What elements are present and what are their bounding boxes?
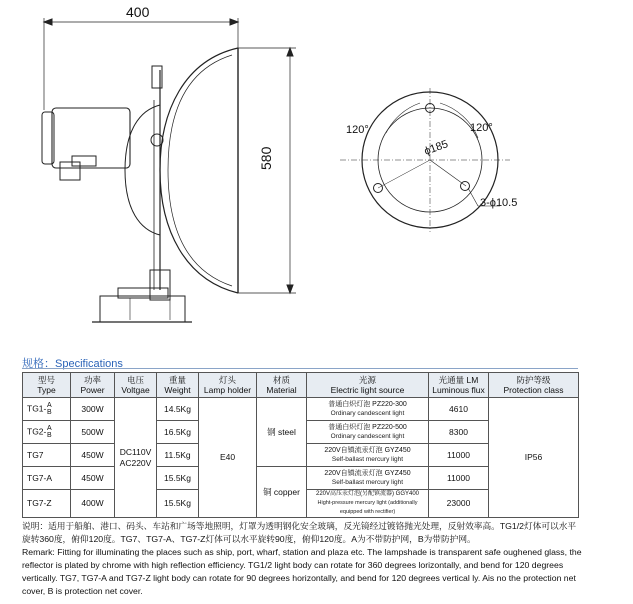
rear-housing xyxy=(52,108,130,168)
cell-weight: 15.5Kg xyxy=(157,467,199,490)
cell-flux: 23000 xyxy=(429,490,489,518)
specifications-rule xyxy=(22,368,578,369)
cell-light-source: 普通白炽灯泡 PZ220-500 Ordinary candescent light xyxy=(307,421,429,444)
header-type: 型号 Type xyxy=(23,373,71,398)
table-header-row xyxy=(23,373,579,398)
radius-line-left xyxy=(378,160,430,188)
remarks-chinese: 说明：适用于船舶、港口、码头、车站和广场等地照明，灯罩为透明钢化安全玻璃，反光镜经过镀铬抛光处理，反射效率高。TG1/2灯体可以水平旋转360度，俯仰120度。TG7、TG7-A、TG7-Z灯体可以水平旋转90度，俯仰120度。A为不带防护网，B为带防护网。 xyxy=(22,521,577,544)
header-material: 材质 Material xyxy=(257,373,307,398)
cell-lamp-holder: E40 xyxy=(199,398,257,518)
gland-nut xyxy=(72,156,96,166)
cell-power: 450W xyxy=(71,444,115,467)
angle-left-label: 120° xyxy=(346,124,369,136)
cable-gland xyxy=(60,162,80,180)
specifications-title: 规格：Specifications xyxy=(22,358,123,370)
cell-light-source: 普通白炽灯泡 PZ220-300 Ordinary candescent light xyxy=(307,398,429,421)
cell-material-steel: 钢 steel xyxy=(257,398,307,467)
cell-weight: 11.5Kg xyxy=(157,444,199,467)
table-row xyxy=(23,398,579,421)
dimension-width-label: 400 xyxy=(126,4,150,20)
cell-flux: 8300 xyxy=(429,421,489,444)
header-protection: 防护等级 Protection class xyxy=(489,373,579,398)
cell-light-source: 220V自镇流汞灯泡 GYZ450 Self-ballast mercury light xyxy=(307,467,429,490)
header-voltage: 电压 Voltgae xyxy=(115,373,157,398)
header-weight: 重量 Weight xyxy=(157,373,199,398)
header-light-source: 光源 Electric light source xyxy=(307,373,429,398)
header-lamp-holder: 灯头 Lamp holder xyxy=(199,373,257,398)
reflector-inner xyxy=(168,55,232,286)
cell-power: 400W xyxy=(71,490,115,518)
hole-spec-label: 3-ϕ10.5 xyxy=(480,197,518,209)
pivot-knob xyxy=(151,134,163,146)
cell-protection: IP56 xyxy=(489,398,579,518)
header-luminous-flux: 光通量 LM Luminous flux xyxy=(429,373,489,398)
cell-type: TG7-A xyxy=(23,467,71,490)
remarks-english: Remark: Fitting for illuminating the places such as ship, port, wharf, station and plaza etc. The lampshade is transparent safe oughened glass, the reflector is plated by chrome with high reflection efficiency. TG1/2 light body can rotate for 360 degrees lorizontally, and bend for 120 degrees vertically. TG7, TG7-A and TG7-Z light body can rotate for 90 degrees horizontally, and bend for 120 degrees vertical ly. Ais no the protection net cover, B is protection net cover. xyxy=(22,547,582,596)
remarks-block xyxy=(22,520,582,598)
cell-type: TG2-A B xyxy=(23,421,71,444)
cell-power: 300W xyxy=(71,398,115,421)
hole-leader xyxy=(468,188,478,206)
cell-voltage: DC110V AC220V xyxy=(115,398,157,518)
dimension-height-label: 580 xyxy=(258,146,274,170)
radius-line-right xyxy=(430,160,466,186)
cell-power: 500W xyxy=(71,421,115,444)
cell-weight: 14.5Kg xyxy=(157,398,199,421)
cell-type: TG1-A B xyxy=(23,398,71,421)
cell-flux: 11000 xyxy=(429,444,489,467)
angle-arc-left xyxy=(386,103,420,133)
cell-type: TG7 xyxy=(23,444,71,467)
cell-material-copper: 铜 copper xyxy=(257,467,307,518)
cell-light-source: 220V自镇流汞灯泡 GYZ450 Self-ballast mercury light xyxy=(307,444,429,467)
circle-diameter-label: ϕ185 xyxy=(422,138,450,158)
reflector-outer xyxy=(160,48,238,293)
cell-type: TG7-Z xyxy=(23,490,71,518)
header-power: 功率 Power xyxy=(71,373,115,398)
cell-weight: 15.5Kg xyxy=(157,490,199,518)
cell-weight: 16.5Kg xyxy=(157,421,199,444)
cell-power: 450W xyxy=(71,467,115,490)
bolt-hole-right xyxy=(461,182,470,191)
angle-right-label: 120° xyxy=(470,122,493,134)
cell-light-source: 220V高压汞灯泡(另配镇流器) GGY400 Hight-pressure mercury light (additionally equipped with rectifier) xyxy=(307,490,429,518)
cell-flux: 4610 xyxy=(429,398,489,421)
base-plate xyxy=(100,296,185,322)
cell-flux: 11000 xyxy=(429,467,489,490)
specifications-table xyxy=(22,372,579,518)
